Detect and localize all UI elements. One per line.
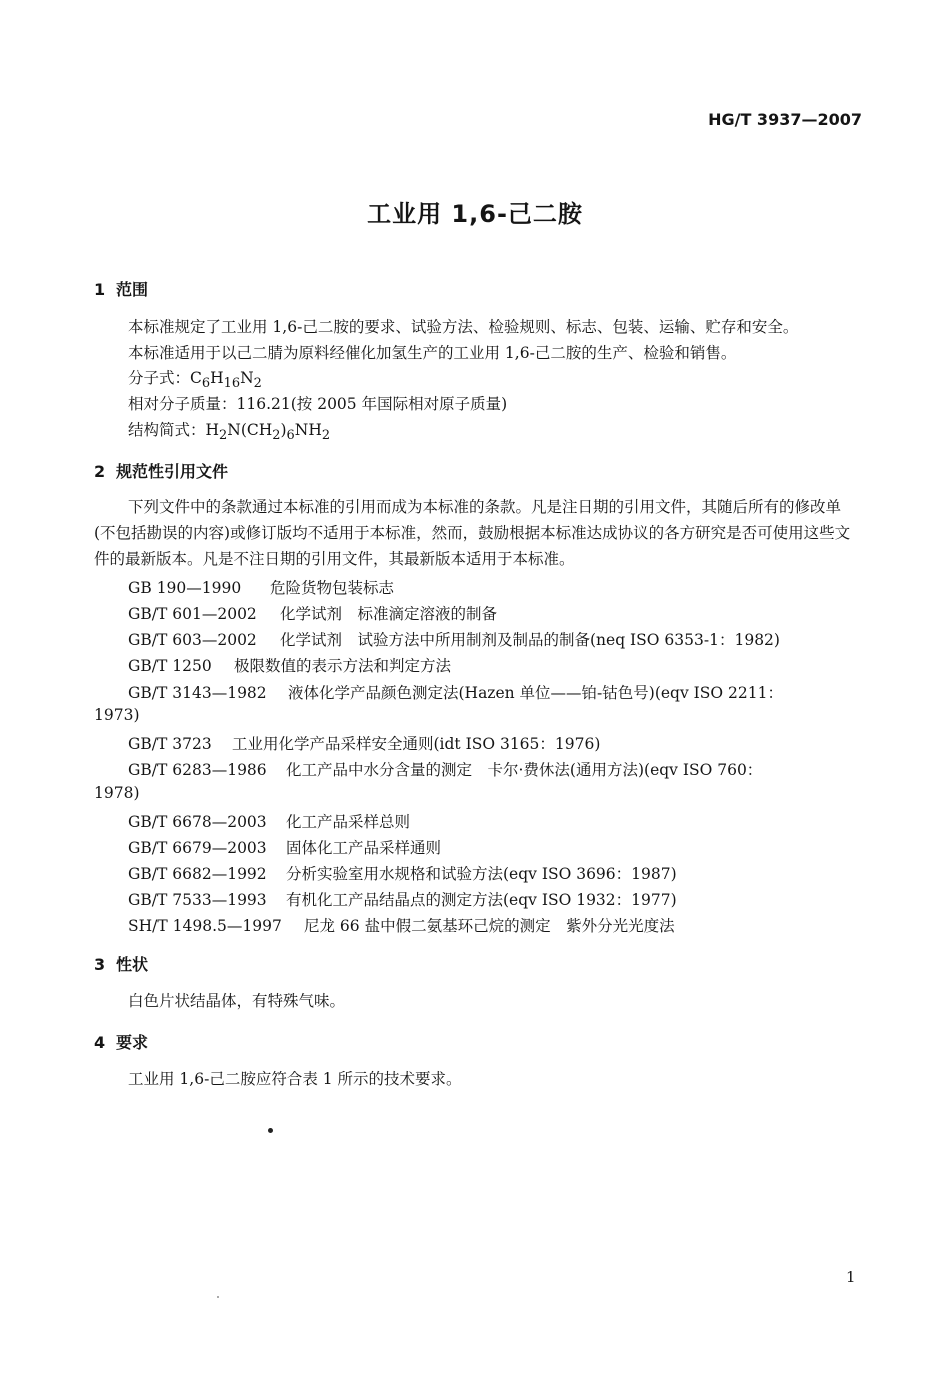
reference-item (128, 681, 783, 703)
paragraph: 本标准适用于以己二腈为原料经催化加氢生产的工业用 1,6-己二胺的生产、检验和销售。 (128, 344, 737, 362)
section-heading-3 (94, 952, 148, 975)
reference-continuation: 1978) (94, 784, 140, 802)
formula-sub: 6 (201, 376, 211, 392)
standard-code: HG/T 3937—2007 (708, 110, 862, 129)
structure-part: ) (280, 421, 287, 439)
reference-item (128, 836, 441, 858)
reference-item (128, 628, 780, 650)
formula-part: H (210, 369, 224, 387)
section-number: 4 (94, 1033, 106, 1052)
reference-code: GB/T 3143—1982 (128, 684, 267, 702)
reference-code: GB/T 601—2002 (128, 605, 257, 623)
formula-sub: 2 (253, 376, 262, 392)
formula-part: N (240, 369, 254, 387)
structure-label: 结构简式： (128, 421, 206, 439)
scan-dot (268, 1128, 273, 1133)
molecular-formula (128, 368, 262, 394)
reference-item (128, 758, 762, 780)
section-number: 3 (94, 955, 106, 974)
reference-item (128, 602, 497, 624)
reference-code: GB/T 6679—2003 (128, 839, 267, 857)
references-intro: 下列文件中的条款通过本标准的引用而成为本标准的条款。凡是注日期的引用文件，其随后所有的修改单(不包括勘误的内容)或修订版均不适用于本标准，然而，鼓励根据本标准达成协议的各方研究是否可使用这些文件的最新版本。凡是不注日期的引用文件，其最新版本适用于本标准。 (94, 498, 851, 568)
section-heading-2 (94, 459, 228, 482)
paragraph: 白色片状结晶体，有特殊气味。 (128, 992, 346, 1010)
reference-code: GB/T 7533—1993 (128, 891, 267, 909)
section-heading-1 (94, 277, 148, 300)
structural-formula (128, 420, 330, 446)
reference-continuation: 1973) (94, 706, 140, 724)
reference-item (128, 732, 600, 754)
section-number: 1 (94, 280, 106, 299)
section-number: 2 (94, 462, 106, 481)
section-heading-4 (94, 1030, 148, 1053)
reference-title: 分析实验室用水规格和试验方法(eqv ISO 3696：1987) (286, 865, 677, 883)
reference-code: GB/T 6678—2003 (128, 813, 267, 831)
molecular-mass: 相对分子质量：116.21(按 2005 年国际相对原子质量) (128, 395, 508, 413)
reference-item (128, 576, 394, 598)
section-title: 性状 (116, 955, 149, 974)
reference-code: GB/T 6682—1992 (128, 865, 267, 883)
reference-code: GB/T 6283—1986 (128, 761, 267, 779)
page-number: 1 (846, 1268, 856, 1286)
structure-sub: 2 (272, 428, 281, 444)
reference-title: 有机化工产品结晶点的测定方法(eqv ISO 1932：1977) (286, 891, 677, 909)
formula-label: 分子式： (128, 369, 191, 387)
structure-sub: 6 (286, 428, 295, 444)
formula-sub: 16 (223, 376, 241, 392)
reference-title: 危险货物包装标志 (270, 579, 395, 597)
reference-title: 化工产品采样总则 (286, 813, 411, 831)
reference-title: 化工产品中水分含量的测定 卡尔·费休法(通用方法)(eqv ISO 760： (286, 761, 763, 779)
formula-part: C (190, 369, 202, 387)
section-title: 规范性引用文件 (116, 462, 229, 481)
reference-code: GB/T 603—2002 (128, 631, 257, 649)
reference-title: 液体化学产品颜色测定法(Hazen 单位——铂-钴色号)(eqv ISO 2211： (288, 684, 783, 702)
reference-title: 极限数值的表示方法和判定方法 (234, 657, 452, 675)
structure-part: H (205, 421, 220, 439)
reference-item (128, 654, 451, 676)
structure-part: NH (294, 421, 322, 439)
reference-item (128, 888, 677, 910)
page-title: 工业用 1,6-己二胺 (367, 200, 583, 228)
reference-code: SH/T 1498.5—1997 (128, 917, 282, 935)
structure-sub: 2 (321, 428, 331, 444)
reference-title: 固体化工产品采样通则 (286, 839, 442, 857)
structure-part: N(CH (227, 421, 273, 439)
structure-sub: 2 (219, 428, 228, 444)
reference-code: GB/T 1250 (128, 657, 212, 675)
reference-title: 化学试剂 标准滴定溶液的制备 (280, 605, 498, 623)
paragraph: 工业用 1,6-己二胺应符合表 1 所示的技术要求。 (128, 1070, 462, 1088)
reference-code: GB 190—1990 (128, 579, 242, 597)
scan-speck (217, 1296, 219, 1298)
paragraph: 本标准规定了工业用 1,6-己二胺的要求、试验方法、检验规则、标志、包装、运输、贮存和安全。 (128, 318, 799, 336)
reference-title: 尼龙 66 盐中假二氨基环己烷的测定 紫外分光光度法 (304, 917, 675, 935)
reference-item (128, 862, 677, 884)
reference-title: 化学试剂 试验方法中所用制剂及制品的制备(neq ISO 6353-1：1982) (280, 631, 780, 649)
section-title: 要求 (116, 1033, 149, 1052)
reference-item (128, 914, 675, 936)
reference-title: 工业用化学产品采样安全通则(idt ISO 3165：1976) (232, 735, 601, 753)
reference-code: GB/T 3723 (128, 735, 212, 753)
section-title: 范围 (116, 280, 149, 299)
reference-item (128, 810, 410, 832)
